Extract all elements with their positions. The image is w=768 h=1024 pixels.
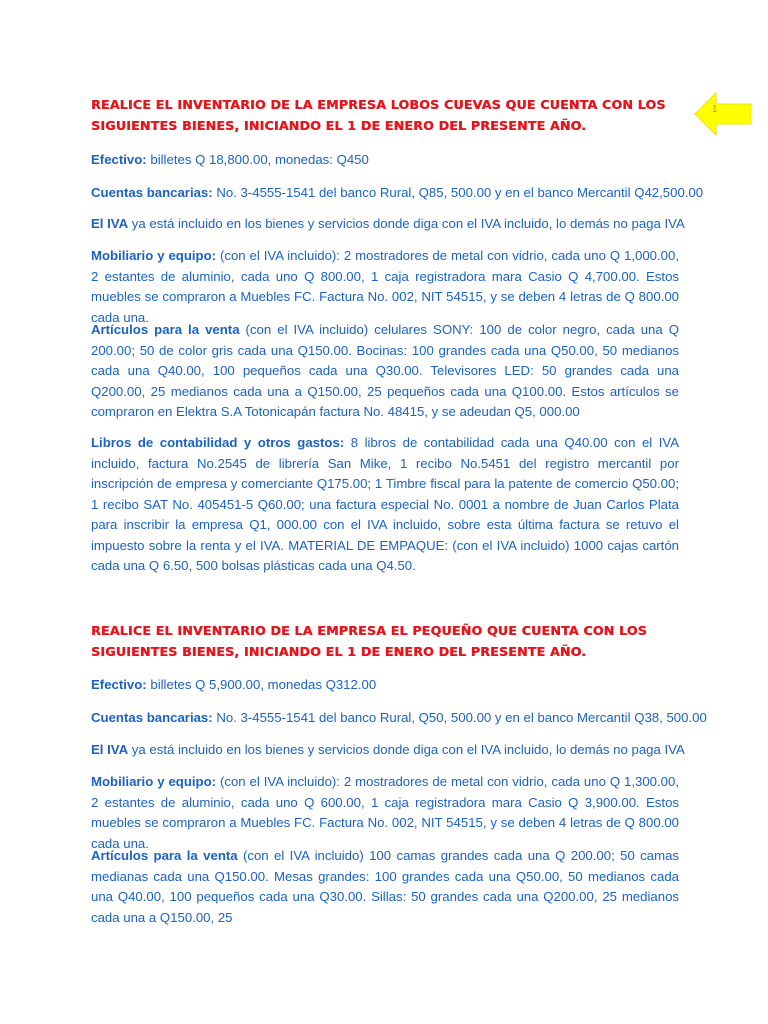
efectivo-label: Efectivo: <box>91 677 147 692</box>
section1-libros <box>91 433 679 577</box>
efectivo-text: billetes Q 5,900.00, monedas Q312.00 <box>146 677 377 692</box>
articulos-text: (con el IVA incluido) celulares SONY: 100 de color negro, cada una Q 200.00; 50 de color gris cada una Q150.00. Bocinas: 100 grandes cada una Q50.00, 50 medianos cada una Q40.00, 100 pequeños cada una Q30.00. Televisores LED: 50 grandes cada una Q200.00, 25 medianos cada una a Q150.00, 25 pequeños cada una Q100.00. Estos artículos se compraron en Elektra S.A Totonicapán factura No. 48415, y se adeudan Q5, 000.00 <box>91 322 679 419</box>
yellow-left-arrow-icon[interactable] <box>694 92 752 136</box>
libros-text: 8 libros de contabilidad cada una Q40.00 con el IVA incluido, factura No.2545 de librería San Mike, 1 recibo No.5451 del registro mercantil por inscripción de empresa y comerciante Q175.00; 1 Timbre fiscal para la patente de comercio Q50.00; 1 recibo SAT No. 405451-5 Q60.00; una factura especial No. 0001 a nombre de Juan Carlos Plata para inscribir la empresa Q1, 000.00 con el IVA incluido, sobre esta última factura se retuvo el impuesto sobre la renta y el IVA. MATERIAL DE EMPAQUE: (con el IVA incluido) 1000 cajas cartón cada una Q 6.50, 500 bolsas plásticas cada una Q4.50. <box>91 435 680 573</box>
section1-efectivo <box>91 150 679 171</box>
section2-mobiliario <box>91 772 679 854</box>
arrow-number-label: 1 <box>712 104 718 115</box>
section2-efectivo <box>91 675 679 696</box>
section1-mobiliario <box>91 246 679 328</box>
section1-cuentas <box>91 183 704 204</box>
efectivo-label: Efectivo: <box>91 152 147 167</box>
cuentas-label: Cuentas bancarias: <box>91 185 213 200</box>
mobiliario-label: Mobiliario y equipo: <box>91 774 217 789</box>
iva-text: ya está incluido en los bienes y servicios donde diga con el IVA incluido, lo demás no paga IVA <box>128 216 685 231</box>
articulos-label: Artículos para la venta <box>91 848 238 863</box>
articulos-label: Artículos para la venta <box>91 322 240 337</box>
iva-label: El IVA <box>91 742 129 757</box>
section1-heading: REALICE EL INVENTARIO DE LA EMPRESA LOBOS CUEVAS QUE CUENTA CON LOS SIGUIENTES BIENES, INICIANDO EL 1 DE ENERO DEL PRESENTE AÑO. <box>91 97 666 133</box>
iva-text: ya está incluido en los bienes y servicios donde diga con el IVA incluido, lo demás no paga IVA <box>128 742 685 757</box>
section1-articulos <box>91 320 679 423</box>
arrow-shape <box>695 93 751 135</box>
iva-label: El IVA <box>91 216 129 231</box>
section1-iva <box>91 214 685 235</box>
efectivo-text: billetes Q 18,800.00, monedas: Q450 <box>146 152 369 167</box>
libros-label: Libros de contabilidad y otros gastos: <box>91 435 345 450</box>
mobiliario-label: Mobiliario y equipo: <box>91 248 217 263</box>
cuentas-label: Cuentas bancarias: <box>91 710 213 725</box>
cuentas-text: No. 3-4555-1541 del banco Rural, Q50, 500.00 y en el banco Mercantil Q38, 500.00 <box>212 710 707 725</box>
section2-articulos <box>91 846 679 928</box>
section2-iva <box>91 740 685 761</box>
mobiliario-text: (con el IVA incluido): 2 mostradores de metal con vidrio, cada uno Q 1,300.00, 2 estantes de aluminio, cada uno Q 600.00, 1 caja registradora mara Casio Q 3,900.00. Estos muebles se compraron a Muebles FC. Factura No. 002, NIT 54515, y se deben 4 letras de Q 800.00 cada una. <box>91 774 679 851</box>
articulos-text: (con el IVA incluido) 100 camas grandes cada una Q 200.00; 50 camas medianas cada una Q150.00. Mesas grandes: 100 grandes cada una Q50.00, 50 medianos cada una Q40.00, 100 pequeños cada una Q30.00. Sillas: 50 grandes cada una Q200.00, 25 medianos cada una a Q150.00, 25 <box>91 848 680 925</box>
cuentas-text: No. 3-4555-1541 del banco Rural, Q85, 500.00 y en el banco Mercantil Q42,500.00 <box>212 185 704 200</box>
section2-cuentas <box>91 708 707 729</box>
section2-heading: REALICE EL INVENTARIO DE LA EMPRESA EL PEQUEÑO QUE CUENTA CON LOS SIGUIENTES BIENES, INICIANDO EL 1 DE ENERO DEL PRESENTE AÑO. <box>91 623 647 659</box>
mobiliario-text: (con el IVA incluido): 2 mostradores de metal con vidrio, cada uno Q 1,000.00, 2 estantes de aluminio, cada uno Q 800.00, 1 caja registradora mara Casio Q 4,700.00. Estos muebles se compraron a Muebles FC. Factura No. 002, NIT 54515, y se deben 4 letras de Q 800.00 cada una. <box>91 248 679 325</box>
